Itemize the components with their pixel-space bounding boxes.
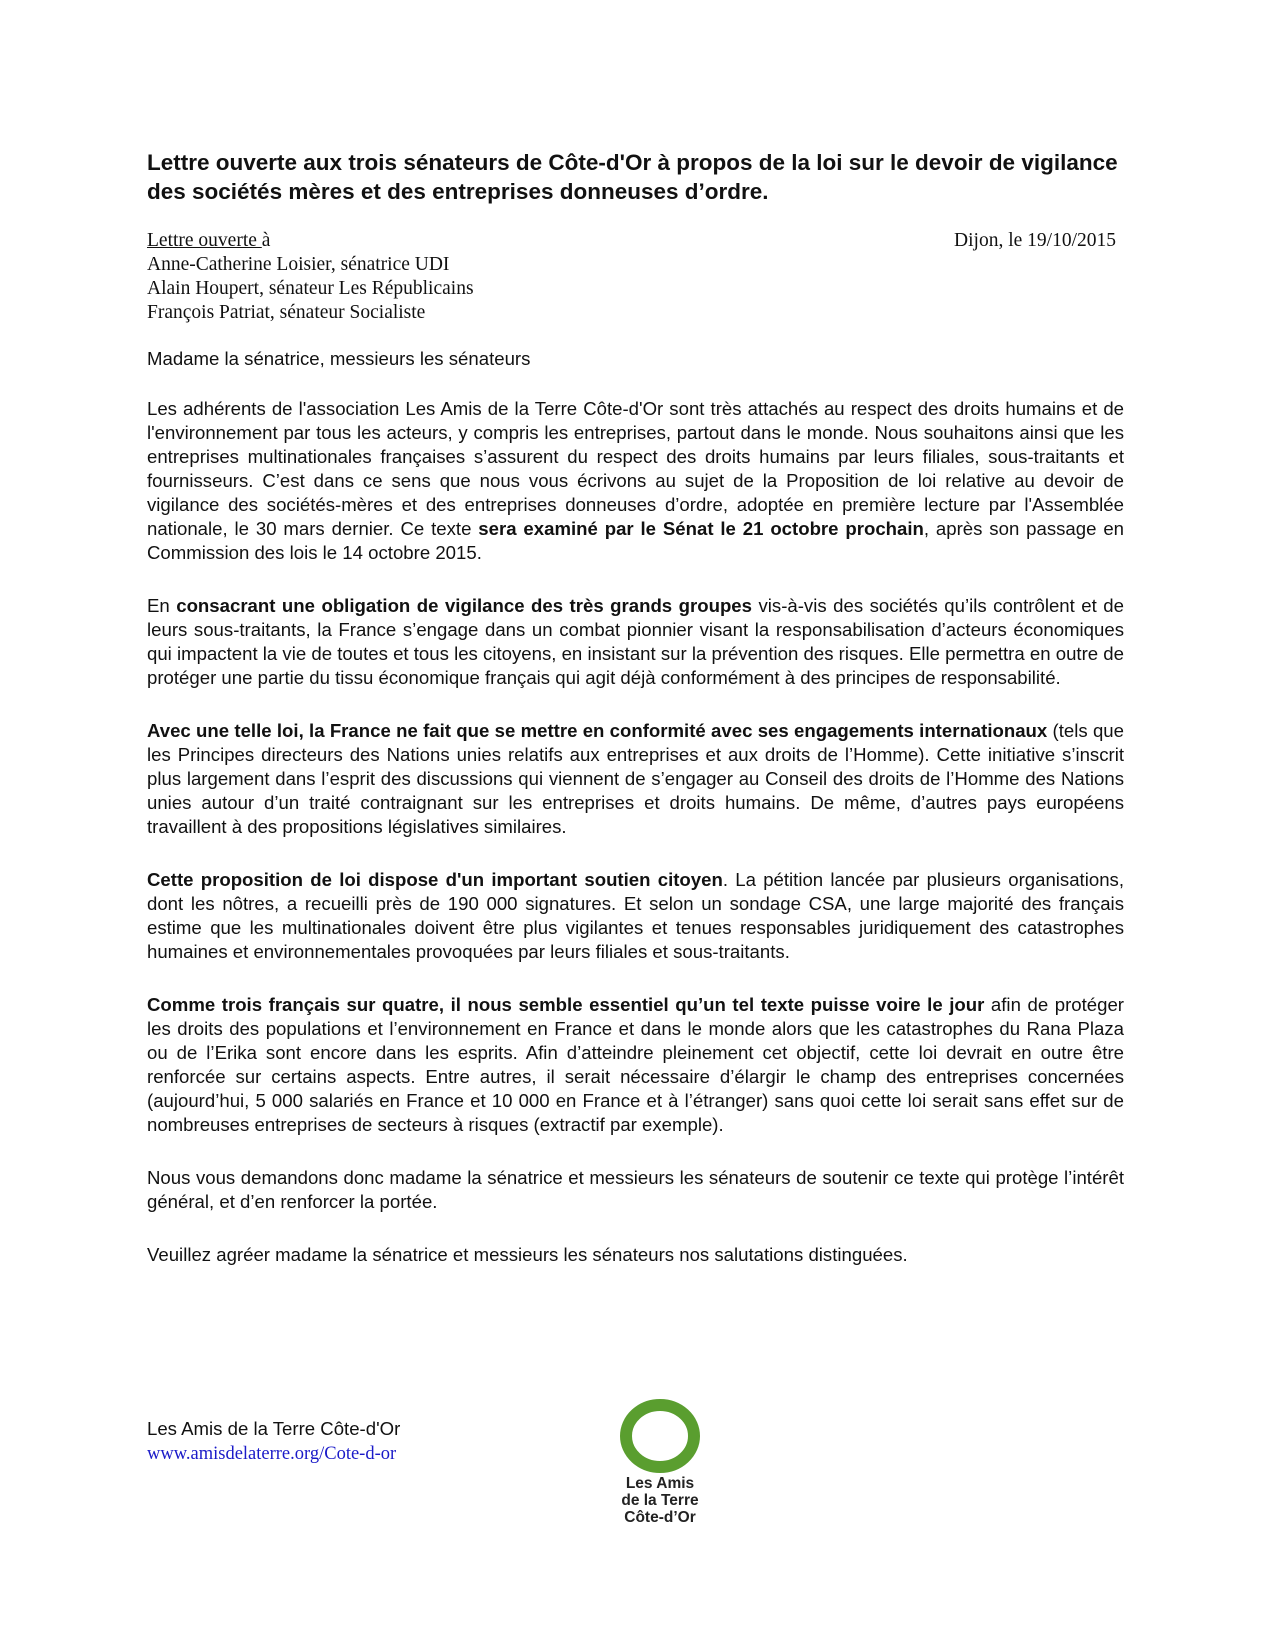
addressee-line: Alain Houpert, sénateur Les Républicains <box>147 278 474 299</box>
paragraph-text: , après son passage en Commission des lois le 14 octobre 2015. <box>147 518 1125 563</box>
paragraph-three-in-four <box>147 993 1124 1137</box>
addressee-intro-underlined: Lettre ouverte <box>147 230 262 251</box>
letter-date: Dijon, le 19/10/2015 <box>954 230 1116 251</box>
letter-body <box>147 347 1124 1296</box>
association-logo <box>590 1398 730 1548</box>
green-ring-logo-icon <box>618 1398 702 1474</box>
paragraph-bold-text: Avec une telle loi, la France ne fait que se mettre en conformité avec ses engagements internationaux <box>147 720 1048 741</box>
signature-org: Les Amis de la Terre Côte-d'Or <box>147 1418 401 1439</box>
paragraph-text: afin de protéger les droits des populations et l’environnement en France et dans le monde alors que les catastrophes du Rana Plaza ou de l’Erika sont encore dans les esprits. Afin d’atteindre pleinement cet objectif, cette loi devrait en outre être renforcée sur certains aspects. Entre autres, il serait nécessaire d’élargir le champ des entreprises concernées (aujourd’hui, 5 000 salariés en France et 10 000 en France et à l’étranger) sans quoi cette loi serait sans effet sur de nombreuses entreprises de secteurs à risques (extractif par exemple). <box>147 994 1124 1135</box>
letter-title: Lettre ouverte aux trois sénateurs de Côte-d'Or à propos de la loi sur le devoir de vigilance des sociétés mères et des entreprises donneuses d’ordre. <box>147 150 1118 204</box>
paragraph-request: Nous vous demandons donc madame la sénatrice et messieurs les sénateurs de soutenir ce texte qui protège l’intérêt général, et d’en renforcer la portée. <box>147 1167 1124 1212</box>
addressee-line: Anne-Catherine Loisier, sénatrice UDI <box>147 254 450 275</box>
addressee-intro-rest: à <box>261 230 271 251</box>
paragraph-bold-text: consacrant une obligation de vigilance des très grands groupes <box>176 595 752 616</box>
paragraph-citizen-support <box>147 868 1124 964</box>
signature-link[interactable]: www.amisdelaterre.org/Cote-d-or <box>147 1444 397 1464</box>
paragraph-closing: Veuillez agréer madame la sénatrice et messieurs les sénateurs nos salutations distinguées. <box>147 1244 908 1265</box>
paragraph-text: En <box>147 595 177 616</box>
addressee-block <box>147 229 747 325</box>
paragraph-text: . La pétition lancée par plusieurs organisations, dont les nôtres, a recueilli près de 190 000 signatures. Et selon un sondage CSA, une large majorité des français estime que les multinationales doivent être plus vigilantes et tenues responsables juridiquement des catastrophes humaines et environnementales provoquées par leurs filiales et sous-traitants. <box>147 869 1124 962</box>
signature-block <box>147 1417 567 1467</box>
paragraph-bold-text: Comme trois français sur quatre, il nous semble essentiel qu’un tel texte puisse voire le jour <box>147 994 985 1015</box>
logo-text-line: de la Terre <box>621 1492 699 1509</box>
paragraph-international <box>147 719 1124 839</box>
paragraph-text: (tels que les Principes directeurs des Nations unies relatifs aux entreprises et aux droits de l’Homme). Cette initiative s’inscrit plus largement dans l’esprit des discussions qui viennent de s’engager au Conseil des droits de l’Homme des Nations unies autour d’un traité contraignant sur les entreprises et droits humains. De même, d’autres pays européens travaillent à des propositions législatives similaires. <box>147 720 1124 837</box>
logo-text <box>590 1475 730 1526</box>
logo-text-line: Côte-d’Or <box>624 1509 696 1526</box>
paragraph-bold-text: sera examiné par le Sénat le 21 octobre prochain <box>478 518 924 539</box>
addressee-line: François Patriat, sénateur Socialiste <box>147 302 426 323</box>
addressee-intro <box>147 229 747 253</box>
salutation: Madame la sénatrice, messieurs les sénateurs <box>147 348 531 369</box>
paragraph-bold-text: Cette proposition de loi dispose d'un important soutien citoyen <box>147 869 723 890</box>
paragraph-text: vis-à-vis des sociétés qu’ils contrôlent et de leurs sous-traitants, la France s’engage dans un combat pionnier visant la responsabilisation d’acteurs économiques qui impactent la vie de toutes et tous les citoyens, en insistant sur la prévention des risques. Elle permettra en outre de protéger une partie du tissu économique français qui agit déjà conformément à des principes de responsabilité. <box>147 595 1124 688</box>
paragraph-intro <box>147 397 1124 565</box>
paragraph-vigilance <box>147 594 1124 690</box>
logo-text-line: Les Amis <box>625 1475 695 1492</box>
paragraph-text: Les adhérents de l'association Les Amis de la Terre Côte-d'Or sont très attachés au respect des droits humains et de l'environnement par tous les acteurs, y compris les entreprises, partout dans le monde. Nous souhaitons ainsi que les entreprises multinationales françaises s’assurent du respect des droits humains par leurs filiales, sous-traitants et fournisseurs. C’est dans ce sens que nous vous écrivons au sujet de la Proposition de loi relative au devoir de vigilance des sociétés-mères et des entreprises donneuses d’ordre, adoptée en première lecture par l'Assemblée nationale, le 30 mars dernier. Ce texte <box>147 398 1124 539</box>
